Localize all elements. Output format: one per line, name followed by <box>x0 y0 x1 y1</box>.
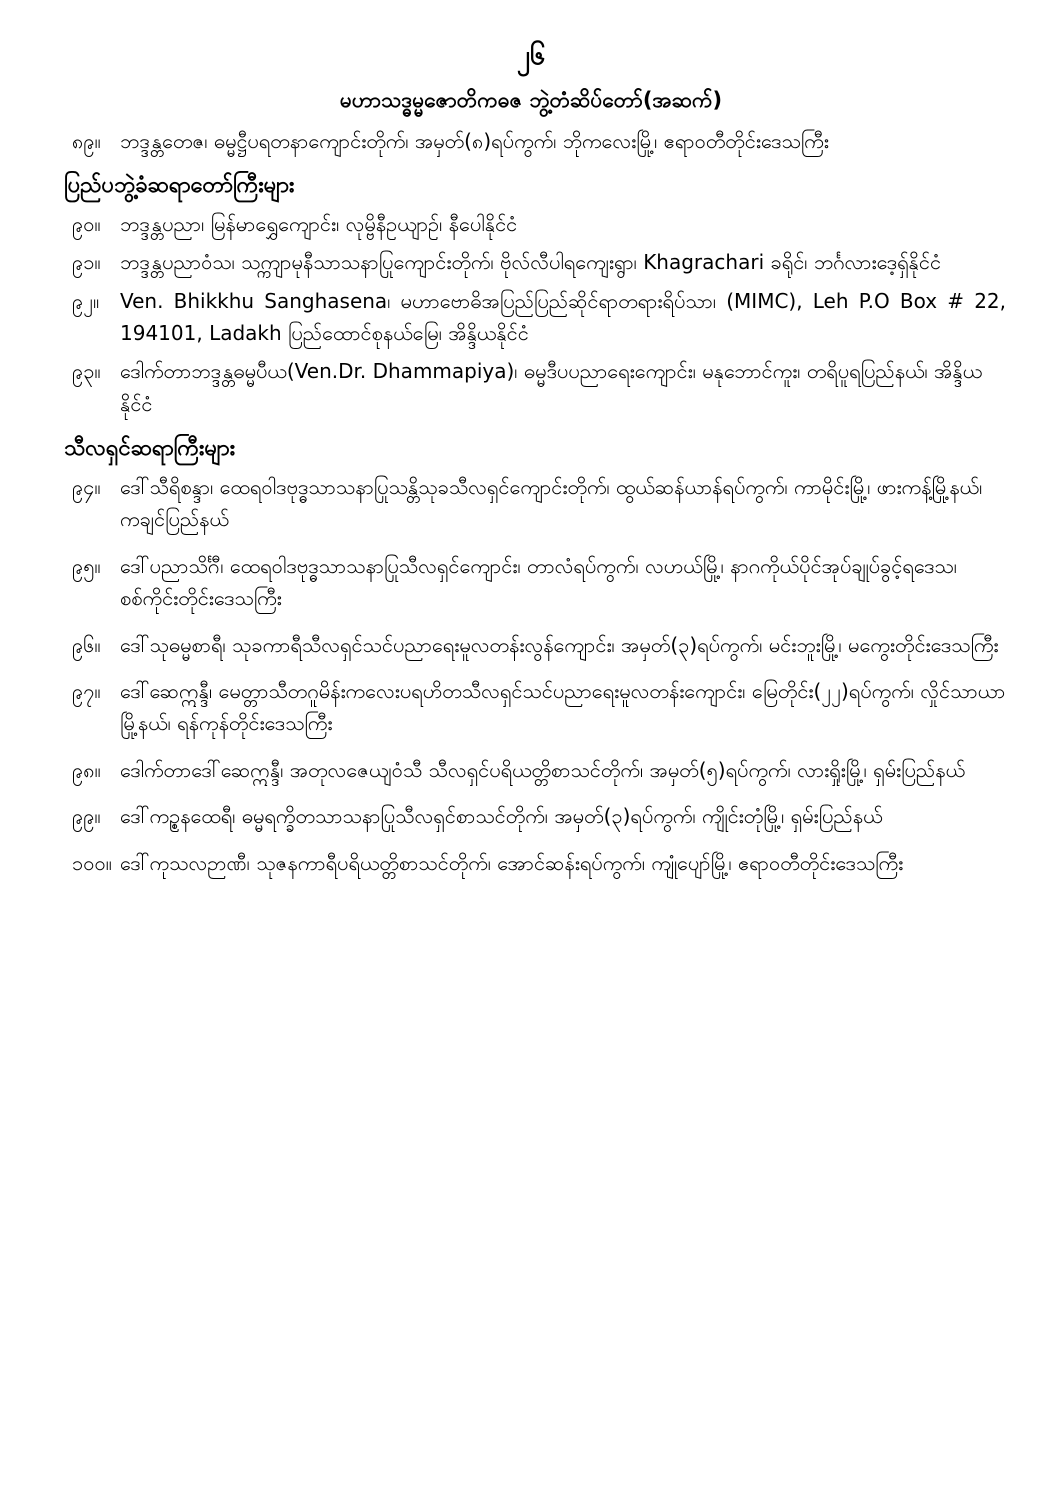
entry-text: ဘဒ္ဒန္တတေဇ၊ ဓမ္မဋ္ဌီပရတနာကျောင်းတိုက်၊ အမှတ်(၈)ရပ်ကွက်၊ ဘိုကလေးမြို့၊ ဧရာဝတီတိုင်းဒေသကြီး <box>120 128 829 153</box>
list-item <box>52 754 1010 786</box>
list-item <box>52 550 1010 615</box>
list-item <box>52 629 1010 661</box>
entry-number: ၁၀၀။ <box>72 850 112 875</box>
entry-number: ၉၀။ <box>72 211 101 236</box>
entry-text: ဒေါ်ဆေဣန္ဒီ၊ မေတ္တာသီတဂူမိန်းကလေးပရဟိတသီလရှင်သင်ပညာရေးမူလတန်းကျောင်း၊ မြေတိုင်း(၂၂)ရပ်ကွက်၊ လှိုင်သာယာမြို့နယ်၊ ရန်ကုန်တိုင်းဒေသကြီး <box>120 679 1006 736</box>
entry-number: ၉၉။ <box>72 804 101 829</box>
list-item <box>52 355 1010 420</box>
entry-text: ဒေါ်သုဓမ္မစာရီ၊ သုခကာရီသီလရှင်သင်ပညာရေးမူလတန်းလွန်ကျောင်း၊ အမှတ်(၃)ရပ်ကွက်၊ မင်းဘူးမြို့၊ မကွေးတိုင်းဒေသကြီး <box>120 632 999 657</box>
page-title: မဟာသဒ္ဓမ္မဇောတိကဓဇ ဘွဲ့တံဆိပ်တော်(အဆက်) <box>339 88 723 113</box>
list-item <box>52 208 1010 240</box>
page-number: ၂၆ <box>516 40 546 71</box>
entry-text: ဒေါ်သီရိစန္ဒာ၊ ထေရဝါဒဗုဒ္ဓသာသနာပြုသန္တိသုခသီလရှင်ကျောင်းတိုက်၊ ထွယ်ဆန်ယာန်ရပ်ကွက်၊ ကာမိုင်းမြို့၊ ဖားကန့်မြို့နယ်၊ ကချင်ပြည်နယ် <box>120 475 983 532</box>
entry-number: ၉၄။ <box>72 475 101 500</box>
list-item <box>52 471 1010 536</box>
entry-text: ဒေါ်ကဥ္စနထေရီ၊ ဓမ္မရက္ခိတသာသနာပြုသီလရှင်စာသင်တိုက်၊ အမှတ်(၃)ရပ်ကွက်၊ ကျိုင်းတုံမြို့၊ ရှမ်းပြည်နယ် <box>120 804 883 829</box>
entry-number: ၉၃။ <box>72 359 101 384</box>
entry-text: ဘဒ္ဒန္တပညာ၊ မြန်မာရွှေကျောင်း၊ လုမ္ဗိနီဥယျာဉ်၊ နီပေါနိုင်ငံ <box>120 211 518 236</box>
entry-number: ၉၆။ <box>72 632 101 657</box>
entry-text: Ven. Bhikkhu Sanghasena၊ မဟာဗောဓိအပြည်ပြည်ဆိုင်ရာတရားရိပ်သာ၊ (MIMC), Leh P.O Box # 22, 194101, Ladakh ပြည်ထောင်စုနယ်မြေ၊ အိန္ဒိယနိုင်ငံ <box>120 288 1006 346</box>
section-heading-overseas: ပြည်ပဘွဲ့ခံဆရာတော်ကြီးများ <box>64 173 295 199</box>
list-item <box>52 246 1010 278</box>
entry-text: ဒေါ်ပညာသိင်္ဂီ၊ ထေရဝါဒဗုဒ္ဓသာသနာပြုသီလရှင်ကျောင်း၊ တာလံရပ်ကွက်၊ လဟယ်မြို့၊ နာဂကိုယ်ပိုင်အုပ်ချုပ်ခွင့်ရဒေသ၊ စစ်ကိုင်းတိုင်းဒေသကြီး <box>120 553 957 611</box>
entry-text: ဒေါက်တာဘဒ္ဒန္တဓမ္မပီယ(Ven.Dr. Dhammapiya)၊ ဓမ္မဒီပပညာရေးကျောင်း၊ မနုဘောင်ကူး၊ တရိပူရပြည်နယ်၊ အိန္ဒိယနိုင်ငံ <box>120 359 983 416</box>
entry-number: ၉၇။ <box>72 679 101 704</box>
entry-number: ၉၈။ <box>72 757 101 782</box>
list-item <box>52 847 1010 879</box>
entry-number: ၉၂။ <box>72 288 100 313</box>
entry-text: ဒေါက်တာဒေါ်ဆေဣန္ဒီ၊ အတုလဇေယျဝံသီ သီလရှင်ပရိယတ္တိစာသင်တိုက်၊ အမှတ်(၅)ရပ်ကွက်၊ လားရှိုးမြို့၊ ရှမ်းပြည်နယ် <box>120 757 965 782</box>
list-item <box>52 125 1010 157</box>
list-item <box>52 285 1010 350</box>
entry-text: ဘဒ္ဒန္တပညာဝံသ၊ သက္ကျာမုနီသာသနာပြုကျောင်းတိုက်၊ ဗိုလ်လီပါရကျေးရွာ၊ Khagrachari ခရိုင်၊ ဘင်္ဂလားဒေ့ရှ်နိုင်ငံ <box>120 250 942 275</box>
section-heading-nuns: သီလရှင်ဆရာကြီးများ <box>64 436 236 462</box>
list-item <box>52 675 1010 740</box>
list-item <box>52 800 1010 832</box>
entry-number: ၉၁။ <box>72 250 101 275</box>
entry-text: ဒေါ်ကုသလဉာဏီ၊ သုဇနကာရီပရိယတ္တိစာသင်တိုက်၊ အောင်ဆန်းရပ်ကွက်၊ ကျုံပျော်မြို့၊ ဧရာဝတီတိုင်းဒေသကြီး <box>120 850 904 875</box>
entry-number: ၈၉။ <box>72 128 101 153</box>
entry-number: ၉၅။ <box>72 553 101 578</box>
